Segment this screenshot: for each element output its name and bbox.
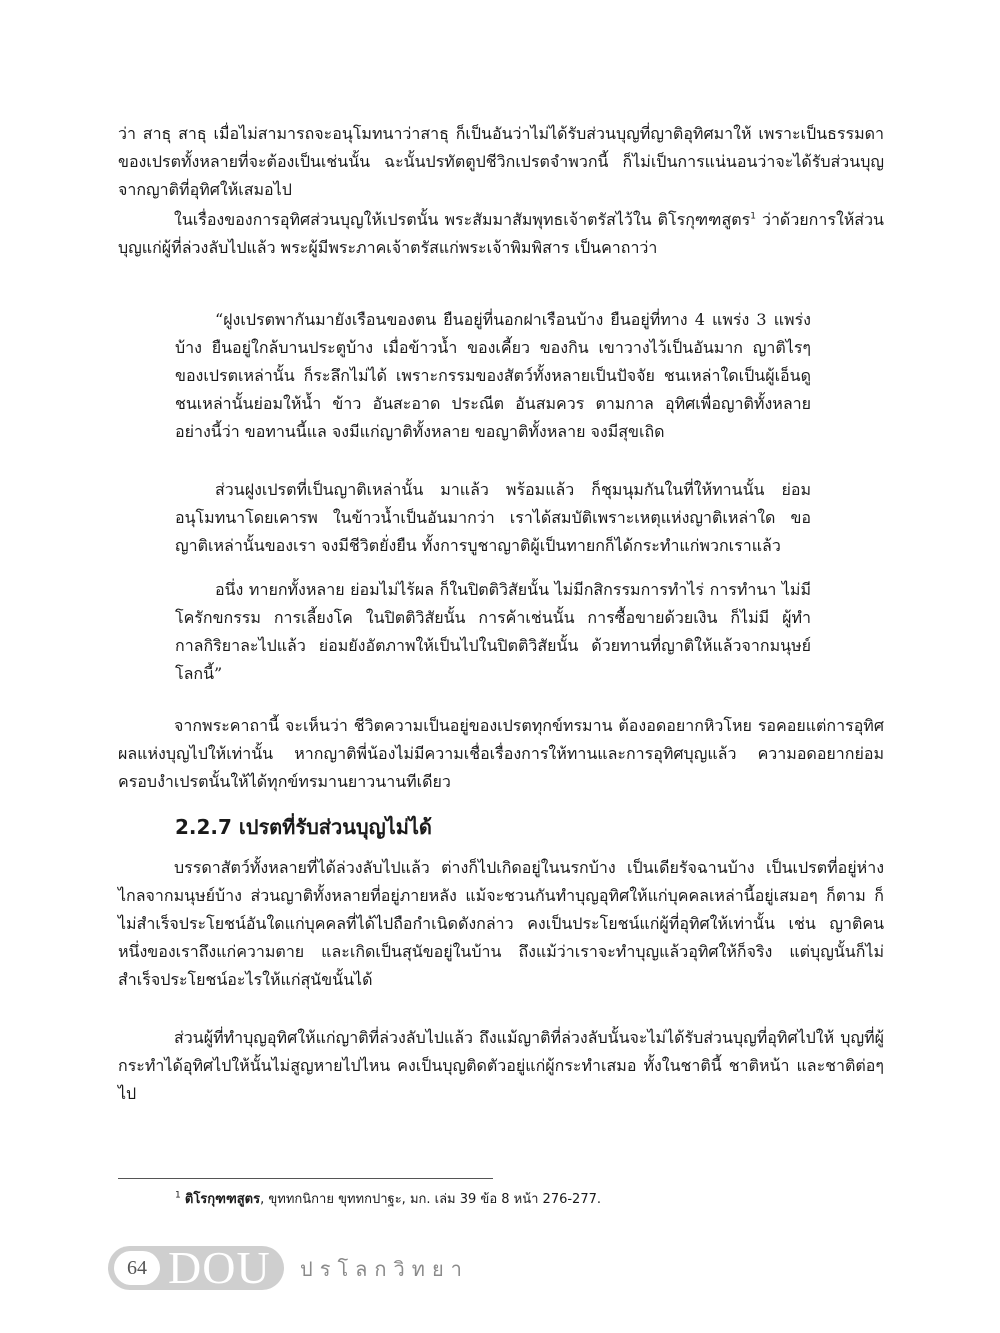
- paragraph-2-text: ในเรื่องของการอุทิศส่วนบุญให้เปรตนั้น พระสัมมาสัมพุทธเจ้าตรัสไว้ใน ติโรกุฑฑสูตร: [174, 210, 751, 229]
- footnote-ref: 1: [750, 211, 756, 222]
- footnote-divider: [118, 1178, 493, 1179]
- paragraph-4: บรรดาสัตว์ทั้งหลายที่ได้ล่วงลับไปแล้ว ต่างก็ไปเกิดอยู่ในนรกบ้าง เป็นเดียรัจฉานบ้าง เป็นเปรตที่อยู่ห่างไกลจากมนุษย์บ้าง ส่วนญาติทั้งหลายที่อยู่ภายหลัง แม้จะชวนกันทำบุญอุทิศให้แก่บุคคลเหล่านี้อยู่เสมอๆ ก็ตาม ก็ไม่สำเร็จประโยชน์อันใดแก่บุคคลที่ได้ไปถือกำเนิดดังกล่าว คงเป็นประโยชน์แก่ผู้ที่อุทิศให้เท่านั้น เช่น ญาติคนหนึ่งของเราถึงแก่ความตาย และเกิดเป็นสุนัขอยู่ในบ้าน ถึงแม้ว่าเราจะทำบุญแล้วอุทิศให้ก็จริง แต่บุญนั้นก็ไม่สำเร็จประโยชน์อะไรให้แก่สุนัขนั้นได้: [118, 858, 884, 989]
- footnote: [175, 1190, 601, 1210]
- quote-paragraph-2: ส่วนฝูงเปรตที่เป็นญาติเหล่านั้น มาแล้ว พร้อมแล้ว ก็ชุมนุมกันในที่ให้ทานนั้น ย่อมอนุโมทนาโดยเคารพ ในข้าวน้ำเป็นอันมากว่า เราได้สมบัติเพราะเหตุแห่งญาติเหล่าใด ขอญาติเหล่านั้นของเรา จงมีชีวิตยั่งยืน ทั้งการบูชาญาติผู้เป็นทายกก็ได้กระทำแก่พวกเราแล้ว: [175, 480, 811, 555]
- paragraph-5: ส่วนผู้ที่ทำบุญอุทิศให้แก่ญาติที่ล่วงลับไปแล้ว ถึงแม้ญาติที่ล่วงลับนั้นจะไม่ได้รับส่วนบุญที่อุทิศไปให้ บุญที่ผู้กระทำได้อุทิศไปให้นั้นไม่สูญหายไปไหน คงเป็นบุญติดตัวอยู่แก่ผู้กระทำเสมอ ทั้งในชาตินี้ ชาติหน้า และชาติต่อๆ ไป: [118, 1028, 884, 1103]
- paragraph-2: [118, 206, 884, 262]
- footnote-text: , ขุททกนิกาย ขุททกปาฐะ, มก. เล่ม 39 ข้อ 8 หน้า 276-277.: [260, 1192, 602, 1207]
- dou-logo: DOU: [168, 1242, 271, 1293]
- page-number: 64: [114, 1251, 160, 1285]
- quote-paragraph-1: “ฝูงเปรตพากันมายังเรือนของตน ยืนอยู่ที่นอกฝาเรือนบ้าง ยืนอยู่ที่ทาง 4 แพร่ง 3 แพร่งบ้าง ยืนอยู่ใกล้บานประตูบ้าง เมื่อข้าวน้ำ ของเคี้ยว ของกิน เขาวางไว้เป็นอันมาก ญาติไรๆ ของเปรตเหล่านั้น ก็ระลึกไม่ได้ เพราะกรรมของสัตว์ทั้งหลายเป็นปัจจัย ชนเหล่าใดเป็นผู้เอ็นดู ชนเหล่านั้นย่อมให้น้ำ ข้าว อันสะอาด ประณีต อันสมควร ตามกาล อุทิศเพื่อญาติทั้งหลาย อย่างนี้ว่า ขอทานนี้แล จงมีแก่ญาติทั้งหลาย ขอญาติทั้งหลาย จงมีสุขเถิด: [175, 310, 811, 441]
- paragraph-1: ว่า สาธุ สาธุ เมื่อไม่สามารถจะอนุโมทนาว่าสาธุ ก็เป็นอันว่าไม่ได้รับส่วนบุญที่ญาติอุทิศมาให้ เพราะเป็นธรรมดาของเปรตทั้งหลายที่จะต้องเป็นเช่นนั้น ฉะนั้นปรทัตตูปชีวิกเปรตจำพวกนี้ ก็ไม่เป็นการแน่นอนว่าจะได้รับส่วนบุญจากญาติที่อุทิศให้เสมอไป: [118, 124, 884, 199]
- footnote-mark: 1: [175, 1190, 181, 1201]
- paragraph-2-text-cont: ว่าด้วยการให้ส่วนบุญแก่ผู้ที่ล่วงลับไปแล้ว พระผู้มีพระภาคเจ้าตรัสแก่พระเจ้าพิมพิสาร เป็นคาถาว่า: [118, 210, 884, 257]
- course-title: ปรโลกวิทยา: [300, 1257, 469, 1281]
- paragraph-3: จากพระคาถานี้ จะเห็นว่า ชีวิตความเป็นอยู่ของเปรตทุกข์ทรมาน ต้องอดอยากหิวโหย รอคอยแต่การอุทิศผลแห่งบุญไปให้เท่านั้น หากญาติพี่น้องไม่มีความเชื่อเรื่องการให้ทานและการอุทิศบุญแล้ว ความอดอยากย่อมครอบงำเปรตนั้นให้ได้ทุกข์ทรมานยาวนานทีเดียว: [118, 716, 884, 791]
- footnote-title: ติโรกุฑฑสูตร: [184, 1192, 261, 1207]
- quote-paragraph-3: อนึ่ง ทายกทั้งหลาย ย่อมไม่ไร้ผล ก็ในปิตติวิสัยนั้น ไม่มีกสิกรรมการทำไร่ การทำนา ไม่มีโครักขกรรม การเลี้ยงโค ในปิตติวิสัยนั้น การค้าเช่นนั้น การซื้อขายด้วยเงิน ก็ไม่มี ผู้ทำกาลกิริยาละไปแล้ว ย่อมยังอัตภาพให้เป็นไปในปิตติวิสัยนั้น ด้วยทานที่ญาติให้แล้วจากมนุษย์โลกนี้”: [175, 580, 811, 683]
- section-heading: 2.2.7 เปรตที่รับส่วนบุญไม่ได้: [175, 815, 432, 839]
